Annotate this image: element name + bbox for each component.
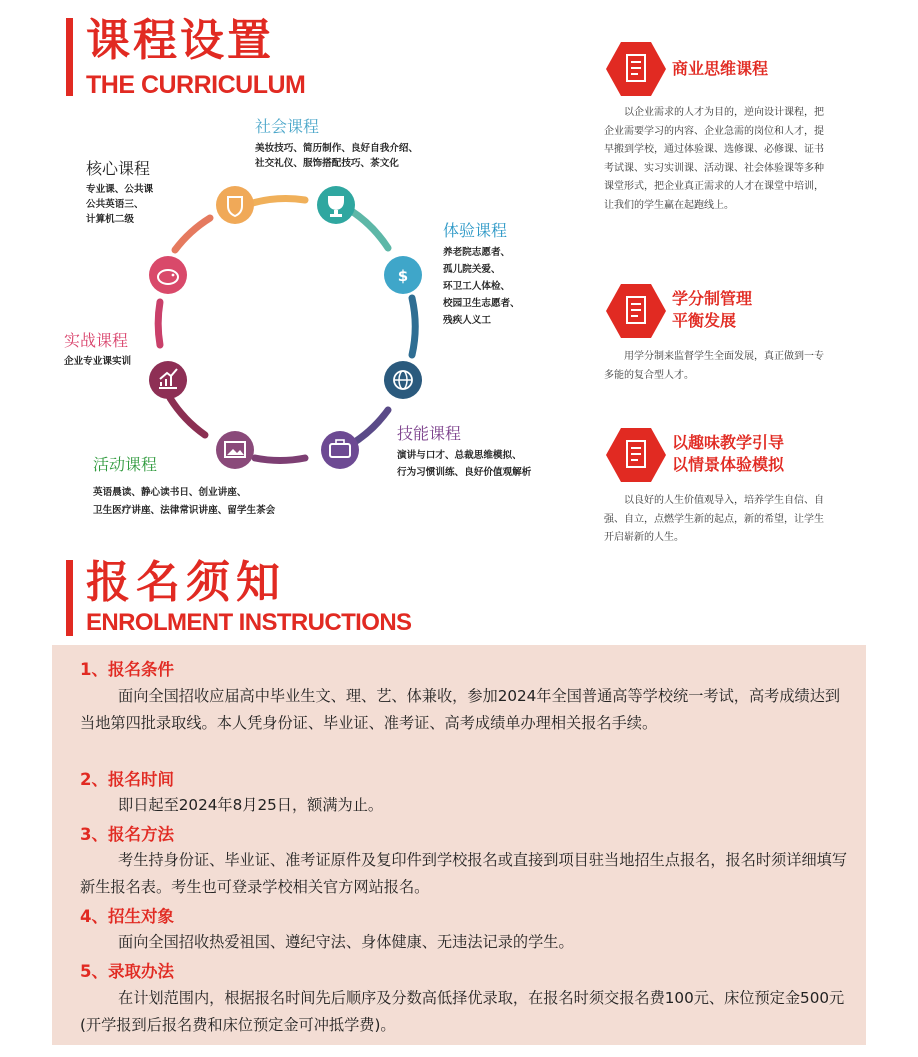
wheel-arc-8: [175, 218, 210, 250]
category-experience-title: 体验课程: [443, 221, 508, 240]
category-activity-desc: 英语晨读、静心读书日、创业讲座、 卫生医疗讲座、法律常识讲座、留学生茶会: [93, 487, 276, 516]
shield-icon: [216, 186, 254, 224]
wheel-arc-5: [255, 458, 305, 460]
growth-chart-icon: [149, 361, 187, 399]
category-social-desc: 美妆技巧、简历制作、良好自我介绍、 社交礼仪、服饰搭配技巧、茶文化: [255, 143, 419, 169]
feature-3-title: 以趣味教学引导 以情景体验模拟: [672, 433, 785, 474]
piggy-bank-icon: [149, 256, 187, 294]
feature-1-title: 商业思维课程: [672, 59, 769, 78]
enrolment-item-4-heading: 4、招生对象: [80, 907, 174, 926]
enrolment-title: 报名须知: [86, 557, 286, 608]
feature-2-document-icon: [606, 284, 666, 338]
enrolment-item-4-body: 面向全国招收热爱祖国、遵纪守法、身体健康、无违法记录的学生。: [118, 933, 574, 951]
enrolment-item-1-body: 面向全国招收应届高中毕业生文、理、艺、体兼收，参加2024年全国普通高等学校统一考试，高考成绩达到当地第四批录取线。本人凭身份证、毕业证、准考证、高考成绩单办理相关报名手续。: [80, 687, 841, 732]
curriculum-wheel: [140, 180, 430, 480]
curriculum-subtitle: THE CURRICULUM: [86, 71, 306, 99]
enrolment-item-2-heading: 2、报名时间: [80, 770, 174, 789]
wheel-arc-2: [350, 210, 388, 248]
category-core-desc: 专业课、公共课 公共英语三、 计算机二级: [86, 184, 154, 225]
enrolment-subtitle: ENROLMENT INSTRUCTIONS: [86, 609, 412, 636]
curriculum-title: 课程设置: [86, 15, 274, 66]
category-social-title: 社会课程: [255, 117, 320, 136]
feature-3-document-icon: [606, 428, 666, 482]
enrolment-item-2-body: 即日起至2024年8月25日，额满为止。: [118, 796, 384, 814]
curriculum-title-bar: [66, 18, 73, 96]
category-core-title: 核心课程: [86, 159, 151, 178]
category-experience-desc: 养老院志愿者、 孤儿院关爱、 环卫工人体检、 校园卫生志愿者、 残疾人义工: [443, 247, 520, 326]
enrolment-item-1-heading: 1、报名条件: [80, 660, 174, 679]
category-practice-desc: 企业专业课实训: [64, 356, 132, 367]
enrolment-item-5-heading: 5、录取办法: [80, 962, 174, 981]
wheel-arc-7: [158, 302, 160, 345]
feature-3-desc: 以良好的人生价值观导入，培养学生自信、自强、自立，点燃学生新的起点，新的希望，让学生开启崭新的人生。: [604, 495, 824, 543]
feature-1-desc: 以企业需求的人才为目的，逆向设计课程，把企业需要学习的内容、企业急需的岗位和人才，提早搬到学校，通过体验课、选修课、必修课、证书考试课、实习实训课、活动课、社会体验课等多种课堂形式，把企业真正需求的人才在课堂中培训，让我们的学生赢在起跑线上。: [604, 107, 824, 211]
enrolment-title-bar: [66, 560, 73, 636]
picture-icon: [216, 431, 254, 469]
enrolment-item-3-heading: 3、报名方法: [80, 825, 174, 844]
enrolment-item-5-body: 在计划范围内，根据报名时间先后顺序及分数高低择优录取，在报名时须交报名费100元、床位预定金500元(开学报到后报名费和床位预定金可冲抵学费)。: [80, 989, 845, 1034]
feature-2-title: 学分制管理 平衡发展: [672, 289, 753, 330]
feature-2-desc: 用学分制来监督学生全面发展，真正做到一专多能的复合型人才。: [604, 351, 824, 381]
category-skill-desc: 演讲与口才、总裁思维模拟、 行为习惯训练、良好价值观解析: [397, 450, 532, 478]
svg-text:$: $: [397, 267, 409, 285]
category-activity-title: 活动课程: [93, 455, 158, 474]
enrolment-item-3-body: 考生持身份证、毕业证、准考证原件及复印件到学校报名或直接到项目驻当地招生点报名，报名时须详细填写新生报名表。考生也可登录学校相关官方网站报名。: [80, 851, 847, 896]
briefcase-icon: [321, 431, 359, 469]
feature-1-document-icon: [606, 42, 666, 96]
wheel-arc-6: [170, 398, 205, 435]
category-practice-title: 实战课程: [64, 331, 129, 350]
wheel-arc-3: [412, 298, 415, 355]
category-skill-title: 技能课程: [397, 424, 462, 443]
